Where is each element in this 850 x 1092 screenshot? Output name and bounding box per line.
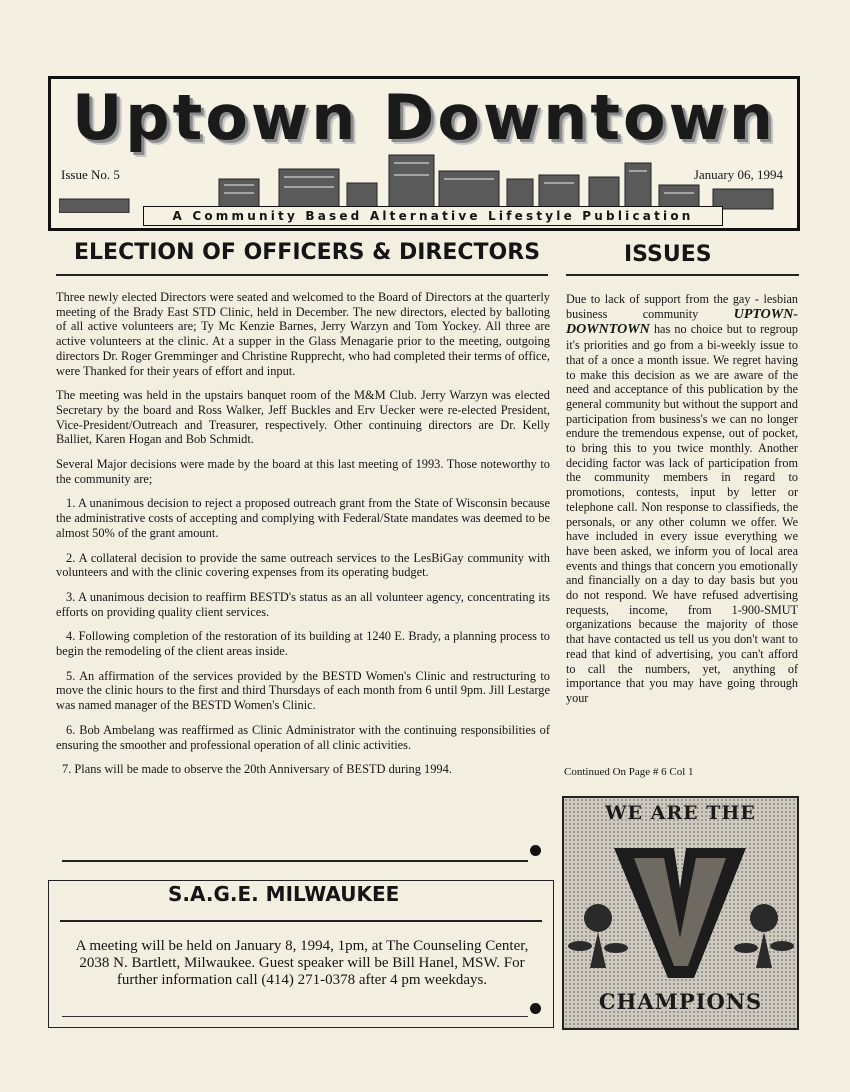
champions-ad: [562, 796, 799, 1030]
ad-top-text: WE ARE THE: [605, 802, 756, 824]
decision-item: 1. A unanimous decision to reject a proposed outreach grant from the State of Wisconsin because the administrative costs of accepting and complying with Federal/State mandates was deemed to be almost 50% of the grant amount.: [56, 496, 550, 540]
sage-end-rule: [62, 1016, 528, 1017]
issue-number: Issue No. 5: [61, 167, 120, 182]
sage-rule: [60, 920, 542, 922]
decision-item: 4. Following completion of the restoration of its building at 1240 E. Brady, a planning process to begin the remodeling of the client areas inside.: [56, 629, 550, 659]
end-bullet-icon: [530, 845, 541, 856]
masthead: [48, 76, 800, 231]
issues-lead: Due to lack of support from the gay - lesbian business community: [566, 292, 798, 321]
election-article: [56, 290, 550, 787]
issues-article: [566, 292, 798, 706]
issues-body: has no choice but to regroup it's priorities and go from a bi-weekly issue to that of a once a month issue. We regret having to make this decision as we are aware of the need and acceptance of this publication by the general community but without the support and participation from business's we can no longer endure the tremendous expense, out of pocket, to bring this to you twice monthly. Another deciding factor was lack of participation from the community members in regard to promotions, contests, input by letter or telephone call. Non response to classifieds, the personals, or any other column we offer. We have included in every issue everything we have been asked, we inform you of local area events and things that concern you emotionally and financially on a day to day basis but you do not respond. We have refused advertising requests, income, from 1-900-SMUT organizations because the majority of those that have contacted us tell us you don't want to read that kind of advertising, you can't afford to call the numbers, yet, anything of importance that you may have going through your: [566, 322, 799, 705]
sage-heading: S.A.G.E. MILWAUKEE: [168, 882, 400, 906]
decision-item: 5. An affirmation of the services provided by the BESTD Women's Clinic and restructuring to move the clinic hours to the first and third Thursdays of each month from 6 until 9pm. Jill Lestarge was named manager of the BESTD Women's Clinic.: [56, 668, 550, 713]
sage-body: A meeting will be held on January 8, 1994, 1pm, at The Counseling Center, 2038 N. Bartlett, Milwaukee. Guest speaker will be Bill Hanel, MSW. For further information call (414) 271-0378 after 4 pm weekdays.: [75, 938, 529, 988]
election-paragraph: Several Major decisions were made by the board at this last meeting of 1993. Those noteworthy to the community are;: [56, 457, 550, 486]
election-end-rule: [62, 860, 528, 862]
publication-name: UPTOWN-DOWNTOWN: [566, 306, 798, 338]
tagline: A Community Based Alternative Lifestyle Publication: [143, 206, 723, 226]
election-rule: [56, 274, 548, 276]
election-heading: ELECTION OF OFFICERS & DIRECTORS: [74, 240, 541, 265]
decision-item: 6. Bob Ambelang was reaffirmed as Clinic Administrator with the continuing responsibilities of ensuring the smoother and professional operation of all clinic activities.: [56, 722, 550, 752]
decision-item: 3. A unanimous decision to reaffirm BESTD's status as an all volunteer agency, concentrating its efforts on providing quality client services.: [56, 589, 550, 619]
election-paragraph: The meeting was held in the upstairs banquet room of the M&M Club. Jerry Warzyn was elected Secretary by the board and Ross Walker, Jeff Buckles and Erv Uecker were re-elected President, Vice-President/Outreach and Treasurer, respectively. Other continuing directors are Dr. Kelly Balliet, Karen Hogan and Bob Schmidt.: [56, 388, 550, 447]
decision-item: 2. A collateral decision to provide the same outreach services to the LesBiGay community with volunteers and with the clinic covering expenses from its operating budget.: [56, 550, 550, 580]
issues-heading: ISSUES: [624, 242, 712, 267]
election-paragraph: Three newly elected Directors were seated and welcomed to the Board of Directors at the quarterly meeting of the Brady East STD Clinic, held in December. The new directors, elected by balloting of all active volunteers are; Ty Mc Kenzie Barnes, Jerry Warzyn and Tom Yockey. All three are active volunteers at the clinic. At a supper in the Glass Menagarie prior to the meeting, outgoing directors Dr. Roger Gremminger and Christine Rupprecht, who had completed their terms of office, were Thanked for their years of effort and input.: [56, 290, 550, 378]
issues-rule: [566, 274, 799, 276]
ad-bottom-text: CHAMPIONS: [598, 989, 763, 1014]
end-bullet-icon: [530, 1003, 541, 1014]
v-emblem-illustration: [564, 828, 797, 988]
decision-item: 7. Plans will be made to observe the 20th Anniversary of BESTD during 1994.: [62, 762, 452, 777]
newsletter-title: Uptown Downtown: [71, 81, 777, 154]
continued-note: Continued On Page # 6 Col 1: [564, 766, 694, 778]
issue-date: January 06, 1994: [693, 167, 783, 182]
city-skyline-illustration: [59, 149, 789, 213]
